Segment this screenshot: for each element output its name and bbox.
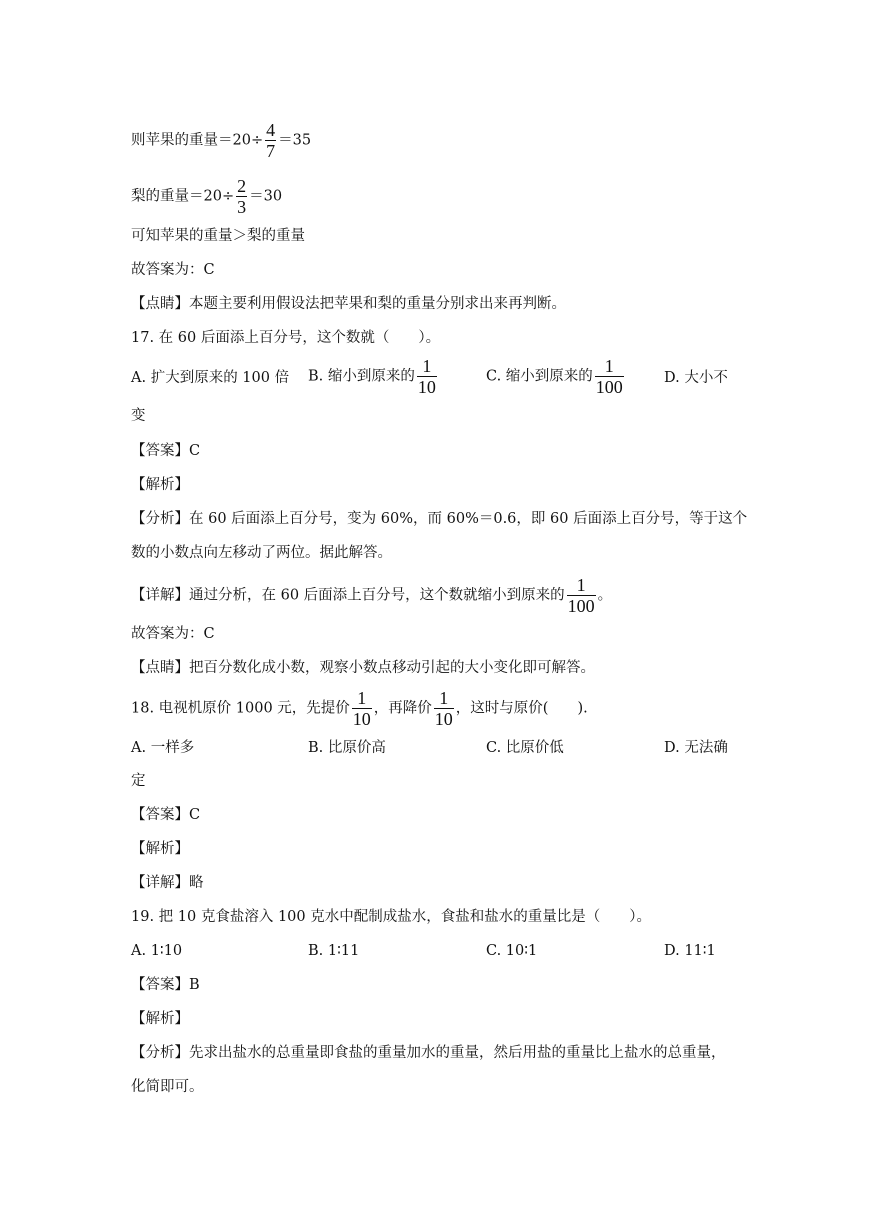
fraction-1-10 bbox=[352, 688, 372, 729]
q18-option-a: A. 一样多 bbox=[131, 740, 195, 756]
text: ，再降价 bbox=[373, 700, 432, 717]
comparison-line: 可知苹果的重量＞梨的重量 bbox=[131, 228, 305, 244]
fraction-1-100 bbox=[567, 575, 596, 616]
fraction-1-10 bbox=[417, 356, 437, 397]
q19-option-c: C. 10∶1 bbox=[486, 943, 538, 959]
numerator: 2 bbox=[237, 176, 247, 196]
numerator: 1 bbox=[422, 356, 432, 376]
text: C. 缩小到原来的 bbox=[486, 368, 593, 385]
q17-answer-summary: 故答案为：C bbox=[131, 626, 215, 642]
denominator: 100 bbox=[595, 377, 623, 397]
q18-detail: 【详解】略 bbox=[131, 875, 204, 891]
text: ＝35 bbox=[278, 132, 312, 149]
q17-answer: 【答案】C bbox=[131, 443, 201, 459]
q19-analysis-heading: 【解析】 bbox=[131, 1011, 189, 1027]
q17-analysis-heading: 【解析】 bbox=[131, 477, 189, 493]
q17-option-c bbox=[486, 356, 626, 397]
q17-option-d: D. 大小不 bbox=[664, 370, 728, 386]
denominator: 3 bbox=[237, 197, 247, 217]
fraction-1-10 bbox=[434, 688, 454, 729]
q19-answer: 【答案】B bbox=[131, 977, 200, 993]
question-18 bbox=[131, 688, 588, 729]
q18-option-b: B. 比原价高 bbox=[308, 740, 386, 756]
q19-option-d: D. 11∶1 bbox=[664, 943, 716, 959]
q18-answer: 【答案】C bbox=[131, 807, 201, 823]
q17-option-d-continued: 变 bbox=[131, 408, 146, 424]
fraction-1-100 bbox=[595, 356, 624, 397]
denominator: 10 bbox=[352, 709, 371, 729]
numerator: 1 bbox=[357, 688, 367, 708]
answer-summary: 故答案为：C bbox=[131, 262, 215, 278]
text: ，这时与原价( ). bbox=[455, 700, 588, 717]
denominator: 10 bbox=[417, 377, 436, 397]
q17-option-b bbox=[308, 356, 439, 397]
text: 梨的重量＝20÷ bbox=[131, 188, 235, 205]
numerator: 1 bbox=[604, 356, 614, 376]
q17-detail bbox=[131, 575, 612, 616]
numerator: 4 bbox=[266, 120, 276, 140]
key-point: 【点睛】本题主要利用假设法把苹果和梨的重量分别求出来再判断。 bbox=[131, 296, 566, 312]
numerator: 1 bbox=[439, 688, 449, 708]
apple-weight-line bbox=[131, 120, 311, 161]
text: 则苹果的重量＝20÷ bbox=[131, 132, 264, 149]
numerator: 1 bbox=[576, 575, 586, 595]
q19-option-a: A. 1∶10 bbox=[131, 943, 183, 959]
denominator: 7 bbox=[266, 141, 276, 161]
pear-weight-line bbox=[131, 176, 282, 217]
q18-option-d-continued: 定 bbox=[131, 773, 146, 789]
text: 。 bbox=[597, 587, 613, 604]
text: ＝30 bbox=[249, 188, 283, 205]
question-19: 19. 把 10 克食盐溶入 100 克水中配制成盐水，食盐和盐水的重量比是（ ）。 bbox=[131, 909, 651, 925]
text: B. 缩小到原来的 bbox=[308, 368, 415, 385]
fraction-4-7 bbox=[265, 120, 276, 161]
q18-analysis-heading: 【解析】 bbox=[131, 841, 189, 857]
denominator: 100 bbox=[567, 596, 595, 616]
q17-key-point: 【点睛】把百分数化成小数，观察小数点移动引起的大小变化即可解答。 bbox=[131, 660, 595, 676]
text: 【详解】通过分析，在 60 后面添上百分号，这个数就缩小到原来的 bbox=[131, 587, 565, 604]
q18-option-d: D. 无法确 bbox=[664, 740, 728, 756]
q19-analysis-line-1: 【分析】先求出盐水的总重量即食盐的重量加水的重量，然后用盐的重量比上盐水的总重量， bbox=[131, 1045, 726, 1061]
denominator: 10 bbox=[434, 709, 453, 729]
q18-option-c: C. 比原价低 bbox=[486, 740, 564, 756]
fraction-2-3 bbox=[236, 176, 247, 217]
q17-analysis-line-2: 数的小数点向左移动了两位。据此解答。 bbox=[131, 545, 392, 561]
q17-option-a: A. 扩大到原来的 100 倍 bbox=[131, 370, 290, 386]
q19-option-b: B. 1∶11 bbox=[308, 943, 360, 959]
q19-analysis-line-2: 化简即可。 bbox=[131, 1079, 204, 1095]
question-17: 17. 在 60 后面添上百分号，这个数就（ ）。 bbox=[131, 330, 441, 346]
q17-analysis-line-1: 【分析】在 60 后面添上百分号，变为 60%，而 60%＝0.6，即 60 后面添上百分号，等于这个 bbox=[131, 511, 748, 527]
text: 18. 电视机原价 1000 元，先提价 bbox=[131, 700, 350, 717]
